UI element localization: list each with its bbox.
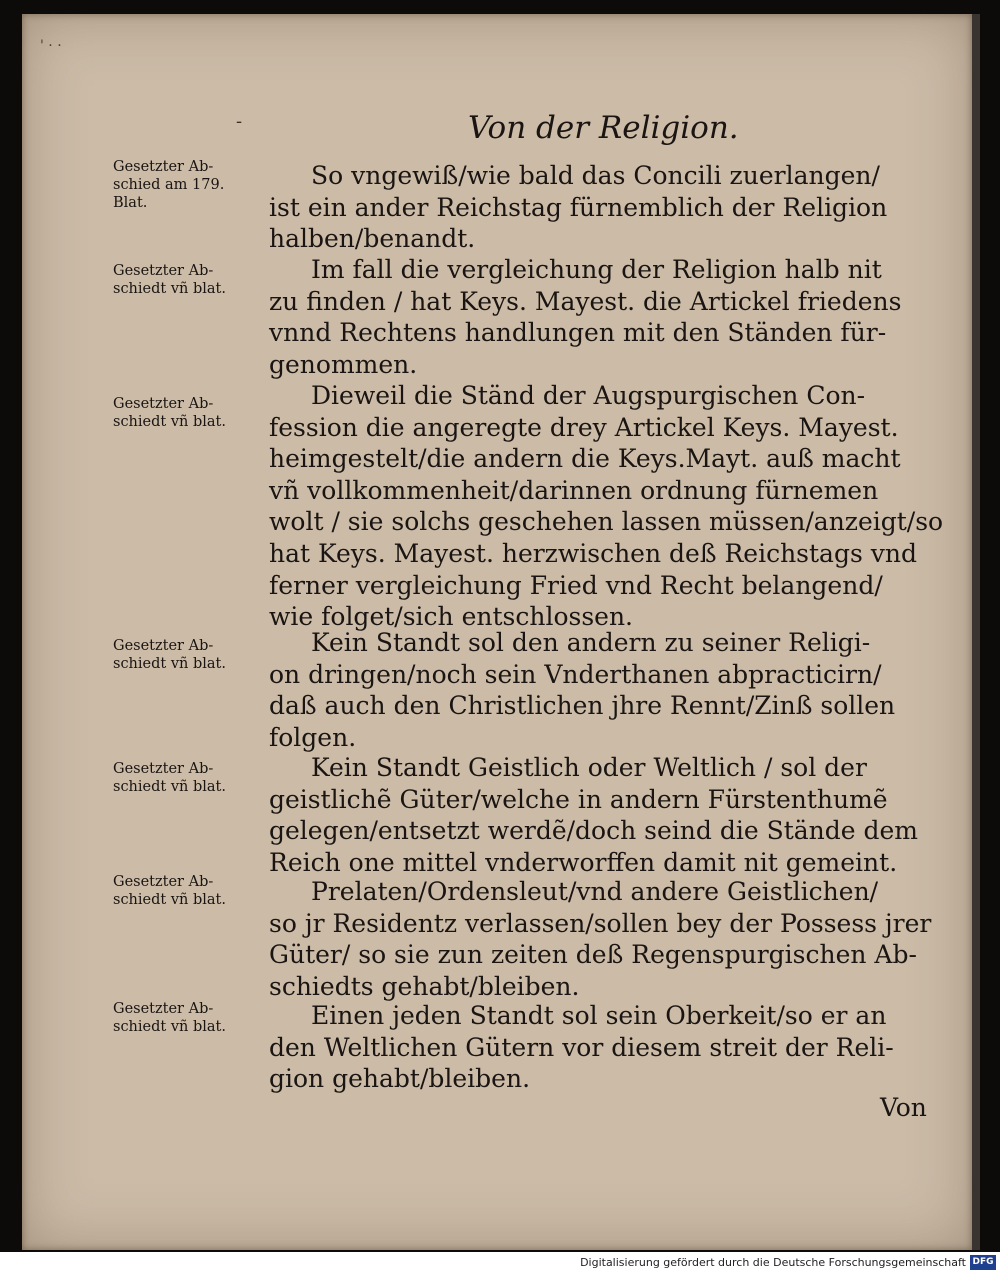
text-line: heimgestelt/die andern die Keys.Mayt. auß macht xyxy=(269,444,901,474)
margin-gloss-4 xyxy=(113,637,273,673)
gloss-line: schied am 179. xyxy=(113,177,225,193)
text-line: ferner vergleichung Fried vnd Recht belangend/ xyxy=(269,570,883,600)
text-line: genommen. xyxy=(269,349,418,379)
paragraph-5 xyxy=(269,752,944,878)
text-line: Güter/ so sie zun zeiten deß Regenspurgischen Ab- xyxy=(269,940,917,970)
text-line: So vngewiß/wie bald das Concili zuerlangen/ xyxy=(311,161,880,190)
paragraph-1 xyxy=(269,160,944,255)
gloss-line: Gesetzter Ab- xyxy=(113,874,214,890)
head-mark: - xyxy=(236,111,243,132)
dfg-logo: DFG xyxy=(970,1255,996,1270)
text-line: Prelaten/Ordensleut/vnd andere Geistlichen/ xyxy=(311,877,879,906)
text-line: vñ vollkommenheit/darinnen ordnung fürnemen xyxy=(269,475,879,505)
gloss-line: Blat. xyxy=(113,195,148,211)
gloss-line: schiedt vñ blat. xyxy=(113,779,226,795)
text-line: den Weltlichen Gütern vor diesem streit der Reli- xyxy=(269,1032,894,1062)
text-line: schiedts gehabt/bleiben. xyxy=(269,971,580,1001)
text-line: on dringen/noch sein Vnderthanen abpracticirn/ xyxy=(269,659,882,689)
text-line: vnnd Rechtens handlungen mit den Ständen für- xyxy=(269,318,887,348)
text-line: halben/benandt. xyxy=(269,224,476,254)
gloss-line: schiedt vñ blat. xyxy=(113,1019,226,1035)
gloss-line: schiedt vñ blat. xyxy=(113,892,226,908)
footer-bar xyxy=(0,1252,1000,1273)
margin-gloss-7 xyxy=(113,1000,273,1036)
gloss-line: Gesetzter Ab- xyxy=(113,1001,214,1017)
text-line: Dieweil die Ständ der Augspurgischen Con- xyxy=(311,381,866,410)
margin-gloss-2 xyxy=(113,262,273,298)
running-head: Von der Religion. xyxy=(468,110,739,146)
funding-credit: Digitalisierung gefördert durch die Deutsche Forschungsgemeinschaft xyxy=(580,1256,966,1269)
gloss-line: Gesetzter Ab- xyxy=(113,159,214,175)
text-line: folgen. xyxy=(269,722,357,752)
margin-gloss-5 xyxy=(113,760,273,796)
gloss-line: schiedt vñ blat. xyxy=(113,281,226,297)
gloss-line: schiedt vñ blat. xyxy=(113,656,226,672)
page-edge xyxy=(972,14,980,1250)
paragraph-2 xyxy=(269,254,944,380)
margin-gloss-1 xyxy=(113,158,273,212)
text-line: Einen jeden Standt sol sein Oberkeit/so er an xyxy=(311,1001,887,1030)
text-line: gelegen/entsetzt werdẽ/doch seind die Stände dem xyxy=(269,816,918,846)
text-line: wie folget/sich entschlossen. xyxy=(269,602,634,632)
text-line: Im fall die vergleichung der Religion halb nit xyxy=(311,255,882,284)
text-line: Kein Standt sol den andern zu seiner Religi- xyxy=(311,628,871,657)
gloss-line: Gesetzter Ab- xyxy=(113,396,214,412)
text-line: zu finden / hat Keys. Mayest. die Artickel friedens xyxy=(269,286,902,316)
catchword: Von xyxy=(880,1093,927,1122)
margin-gloss-3 xyxy=(113,395,273,431)
margin-gloss-6 xyxy=(113,873,273,909)
gloss-line: Gesetzter Ab- xyxy=(113,638,214,654)
text-line: fession die angeregte drey Artickel Keys. Mayest. xyxy=(269,412,899,442)
paragraph-4 xyxy=(269,627,944,753)
text-line: hat Keys. Mayest. herzwischen deß Reichstags vnd xyxy=(269,538,917,568)
paragraph-3 xyxy=(269,380,944,633)
text-line: Kein Standt Geistlich oder Weltlich / sol der xyxy=(311,753,867,782)
paragraph-6 xyxy=(269,876,944,1002)
text-line: geistlichẽ Güter/welche in andern Fürstenthumẽ xyxy=(269,784,888,814)
text-line: daß auch den Christlichen jhre Rennt/Zinß sollen xyxy=(269,691,896,721)
gloss-line: Gesetzter Ab- xyxy=(113,761,214,777)
gloss-line: Gesetzter Ab- xyxy=(113,263,214,279)
text-line: gion gehabt/bleiben. xyxy=(269,1064,531,1094)
text-line: ist ein ander Reichstag fürnemblich der Religion xyxy=(269,192,888,222)
text-line: so jr Residentz verlassen/sollen bey der Possess jrer xyxy=(269,908,932,938)
gloss-line: schiedt vñ blat. xyxy=(113,414,226,430)
paragraph-7 xyxy=(269,1000,944,1095)
corner-marks: ' · · xyxy=(40,38,62,54)
text-line: wolt / sie solchs geschehen lassen müssen/anzeigt/so xyxy=(269,507,944,537)
text-line: Reich one mittel vnderworffen damit nit gemeint. xyxy=(269,847,898,877)
